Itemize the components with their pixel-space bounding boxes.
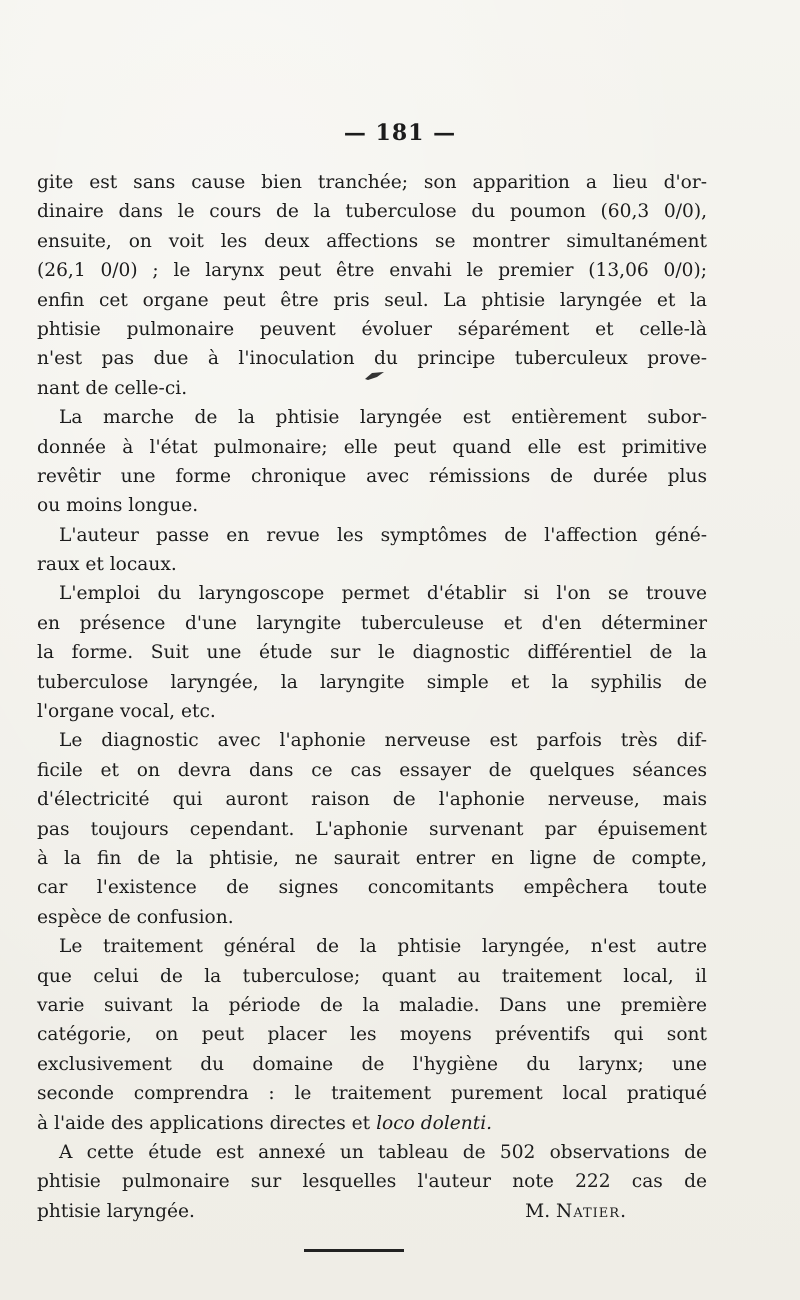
text-line (37, 227, 707, 256)
text-line (37, 815, 707, 844)
text-line (37, 403, 707, 432)
line-text: raux et locaux. (37, 554, 177, 576)
text-line (37, 286, 707, 315)
line-text: revêtir une forme chronique avec rémissions de durée plus (37, 465, 707, 487)
text-line (37, 1079, 707, 1108)
text-line (37, 521, 707, 550)
line-text: car l'existence de signes concomitants empêchera toute (37, 877, 707, 899)
text-line (37, 1020, 707, 1049)
text-line (37, 315, 707, 344)
line-text: pas toujours cependant. L'aphonie survenant par épuisement (37, 818, 707, 840)
text-line (37, 903, 707, 932)
ink-blot-mark (364, 371, 386, 381)
text-line (37, 609, 707, 638)
line-text: L'auteur passe en revue les symptômes de l'affection géné- (59, 524, 707, 546)
text-line (37, 756, 707, 785)
line-text: phtisie pulmonaire sur lesquelles l'auteur note 222 cas de (37, 1171, 707, 1193)
line-text: ou moins longue. (37, 495, 199, 517)
signature-name: Natier. (556, 1201, 627, 1222)
line-text: la forme. Suit une étude sur le diagnostic différentiel de la (37, 642, 707, 664)
line-text: La marche de la phtisie laryngée est entièrement subor- (59, 407, 707, 429)
text-line (37, 1167, 707, 1196)
signature (525, 1197, 627, 1226)
line-text: catégorie, on peut placer les moyens préventifs qui sont (37, 1024, 707, 1046)
line-text: à la fin de la phtisie, ne saurait entrer en ligne de compte, (37, 847, 707, 869)
text-line (37, 256, 707, 285)
text-line (37, 579, 707, 608)
text-line (37, 932, 707, 961)
line-text: Le diagnostic avec l'aphonie nerveuse est parfois très dif- (59, 730, 707, 752)
text-line (37, 1109, 707, 1138)
body-text (37, 168, 707, 1197)
text-line (37, 697, 707, 726)
closing-text: phtisie laryngée. (37, 1201, 195, 1222)
end-rule (304, 1249, 404, 1252)
line-text: dinaire dans le cours de la tuberculose du poumon (60,3 0/0), (37, 201, 707, 223)
line-text: L'emploi du laryngoscope permet d'établir si l'on se trouve (59, 583, 707, 605)
line-text: gite est sans cause bien tranchée; son apparition a lieu d'or- (37, 172, 707, 193)
line-text: exclusivement du domaine de l'hygiène du larynx; une (37, 1053, 707, 1075)
line-text: à l'aide des applications directes et (37, 1112, 377, 1134)
text-line (37, 844, 707, 873)
line-text: Le traitement général de la phtisie laryngée, n'est autre (59, 936, 707, 958)
text-line (37, 491, 707, 520)
text-line (37, 1050, 707, 1079)
line-text: nant de celle-ci. (37, 377, 188, 399)
text-line (37, 638, 707, 667)
line-text: seconde comprendra : le traitement purement local pratiqué (37, 1083, 707, 1105)
line-text: espèce de confusion. (37, 906, 234, 928)
text-line (37, 168, 707, 197)
closing-line (37, 1197, 627, 1226)
signature-prefix: M. (525, 1201, 557, 1222)
line-text: n'est pas due à l'inoculation du principe tuberculeux prove- (37, 348, 707, 370)
line-text: A cette étude est annexé un tableau de 502 observations de (59, 1141, 707, 1163)
line-text: l'organe vocal, etc. (37, 701, 216, 723)
line-text: ficile et on devra dans ce cas essayer de quelques séances (37, 759, 707, 781)
page-number: — 181 — (343, 120, 457, 146)
line-text: tuberculose laryngée, la laryngite simple et la syphilis de (37, 671, 707, 693)
line-text: que celui de la tuberculose; quant au traitement local, il (37, 965, 707, 987)
line-text: (26,1 0/0) ; le larynx peut être envahi le premier (13,06 0/0); (37, 260, 707, 282)
text-line (37, 197, 707, 226)
line-text: phtisie pulmonaire peuvent évoluer séparément et celle-là (37, 318, 707, 340)
text-line (37, 991, 707, 1020)
text-line (37, 550, 707, 579)
line-text: ensuite, on voit les deux affections se montrer simultanément (37, 230, 707, 252)
text-line (37, 668, 707, 697)
line-text: en présence d'une laryngite tuberculeuse et d'en déterminer (37, 612, 707, 634)
italic-phrase: loco dolenti. (376, 1112, 493, 1134)
text-line (37, 344, 707, 373)
text-line (37, 873, 707, 902)
line-text: varie suivant la période de la maladie. Dans une première (37, 994, 707, 1016)
line-text: d'électricité qui auront raison de l'aphonie nerveuse, mais (37, 789, 707, 811)
text-line (37, 785, 707, 814)
line-text: donnée à l'état pulmonaire; elle peut quand elle est primitive (37, 436, 707, 458)
text-line (37, 726, 707, 755)
text-line (37, 962, 707, 991)
line-text: enfin cet organe peut être pris seul. La phtisie laryngée et la (37, 289, 707, 311)
text-line (37, 433, 707, 462)
text-line (37, 1138, 707, 1167)
text-line (37, 462, 707, 491)
